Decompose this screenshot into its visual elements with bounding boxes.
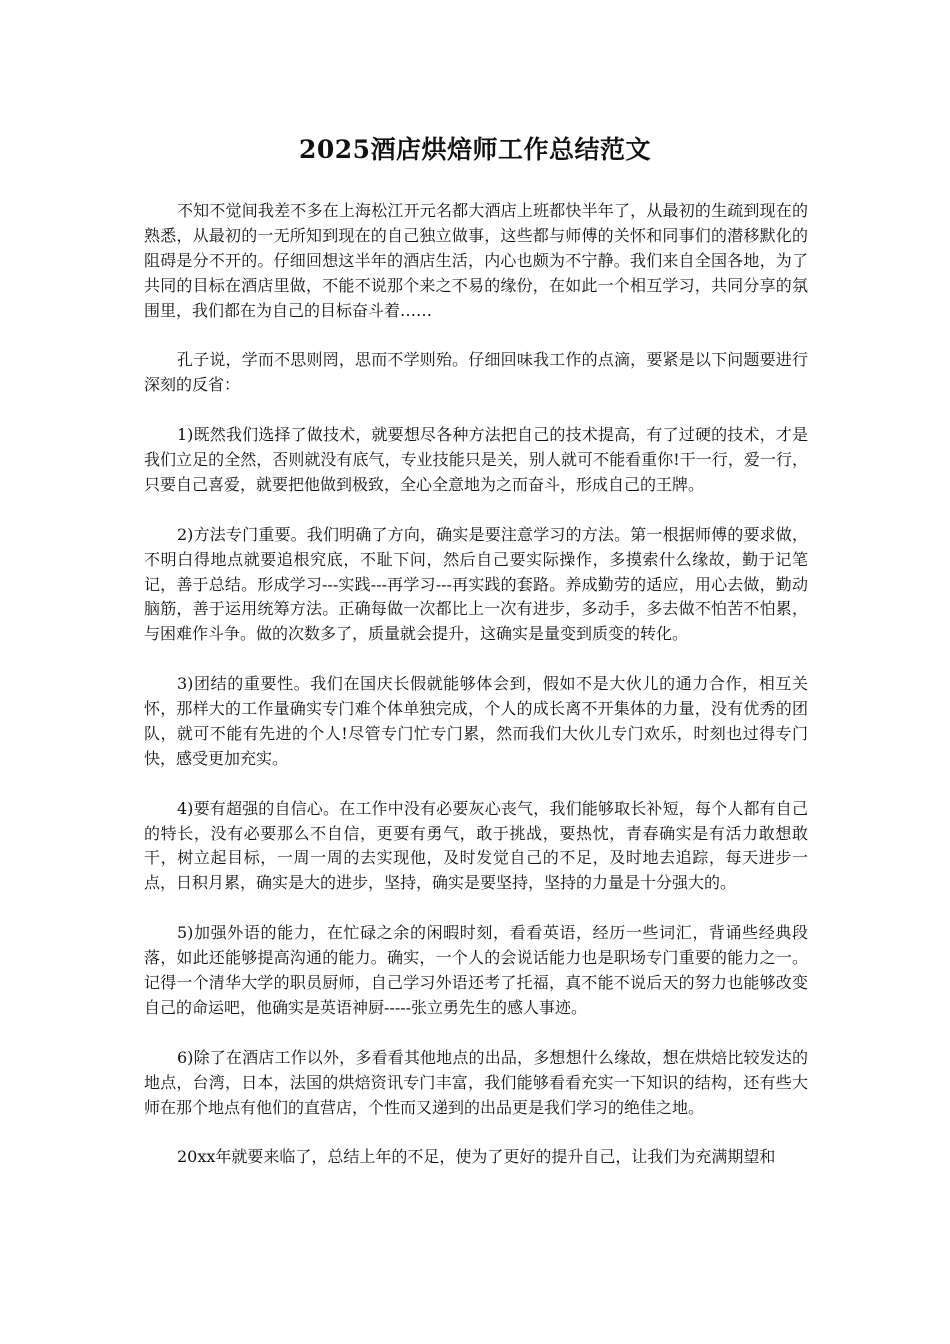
paragraph-intro: 不知不觉间我差不多在上海松江开元名都大酒店上班都快半年了，从最初的生疏到现在的熟悉，从最初的一无所知到现在的自己独立做事，这些都与师傅的关怀和同事们的潜移默化的阻碍是分不开的。仔细回想这半年的酒店生活，内心也颇为不宁静。我们来自全国各地，为了共同的目标在酒店里做，不能不说那个来之不易的缘份，在如此一个相互学习，共同分享的氛围里，我们都在为自己的目标奋斗着…… (144, 201, 808, 320)
paragraph-point-4: 4)要有超强的自信心。在工作中没有必要灰心丧气，我们能够取长补短，每个人都有自己的特长，没有必要那么不自信，更要有勇气，敢于挑战，要热忱，青春确实是有活力敢想敢干，树立起目标，一周一周的去实现他，及时发觉自己的不足，及时地去追踪，每天进步一点，日积月累，确实是大的进步，坚持，确实是要坚持，坚持的力量是十分强大的。 (144, 798, 808, 893)
paragraph-confucius: 孔子说，学而不思则罔，思而不学则殆。仔细回味我工作的点滴，要紧是以下问题要进行深刻的反省： (144, 350, 808, 395)
paragraph-point-2: 2)方法专门重要。我们明确了方向，确实是要注意学习的方法。第一根据师傅的要求做，不明白得地点就要追根究底，不耻下问，然后自己要实际操作，多摸索什么缘故，勤于记笔记，善于总结。形成学习---实践---再学习---再实践的套路。养成勤劳的适应，用心去做，勤动脑筋，善于运用统筹方法。正确每做一次都比上一次有进步，多动手，多去做不怕苦不怕累，与困难作斗争。做的次数多了，质量就会提升，这确实是量变到质变的转化。 (144, 524, 808, 644)
paragraph-closing: 20xx年就要来临了，总结上年的不足，使为了更好的提升自己，让我们为充满期望和 (177, 1147, 776, 1167)
document-body (144, 199, 808, 1195)
paragraph-point-1: 1)既然我们选择了做技术，就要想尽各种方法把自己的技术提高，有了过硬的技术，才是我们立足的全然，否则就没有底气，专业技能只是关，别人就可不能看重你!干一行，爱一行，只要自己喜爱，就要把他做到极致，全心全意地为之而奋斗，形成自己的王牌。 (144, 425, 808, 494)
paragraph-point-5: 5)加强外语的能力，在忙碌之余的闲暇时刻，看看英语，经历一些词汇，背诵些经典段落，如此还能够提高沟通的能力。确实，一个人的会说话能力也是职场专门重要的能力之一。记得一个清华大学的职员厨师，自己学习外语还考了托福，真不能不说后天的努力也能够改变自己的命运吧，他确实是英语神厨-----张立勇先生的感人事迹。 (144, 923, 808, 1017)
paragraph-point-6: 6)除了在酒店工作以外，多看看其他地点的出品，多想想什么缘故，想在烘焙比较发达的地点，台湾，日本，法国的烘焙资讯专门丰富，我们能够看看充实一下知识的结构，还有些大师在那个地点有他们的直营店，个性而又递到的出品更是我们学习的绝佳之地。 (144, 1047, 808, 1117)
document-title: 2025酒店烘焙师工作总结范文 (298, 135, 652, 164)
paragraph-point-3: 3)团结的重要性。我们在国庆长假就能够体会到，假如不是大伙儿的通力合作，相互关怀，那样大的工作量确实专门难个体单独完成，个人的成长离不开集体的力量，没有优秀的团队，就可不能有先进的个人!尽管专门忙专门累，然而我们大伙儿专门欢乐，时刻也过得专门快，感受更加充实。 (144, 674, 808, 768)
